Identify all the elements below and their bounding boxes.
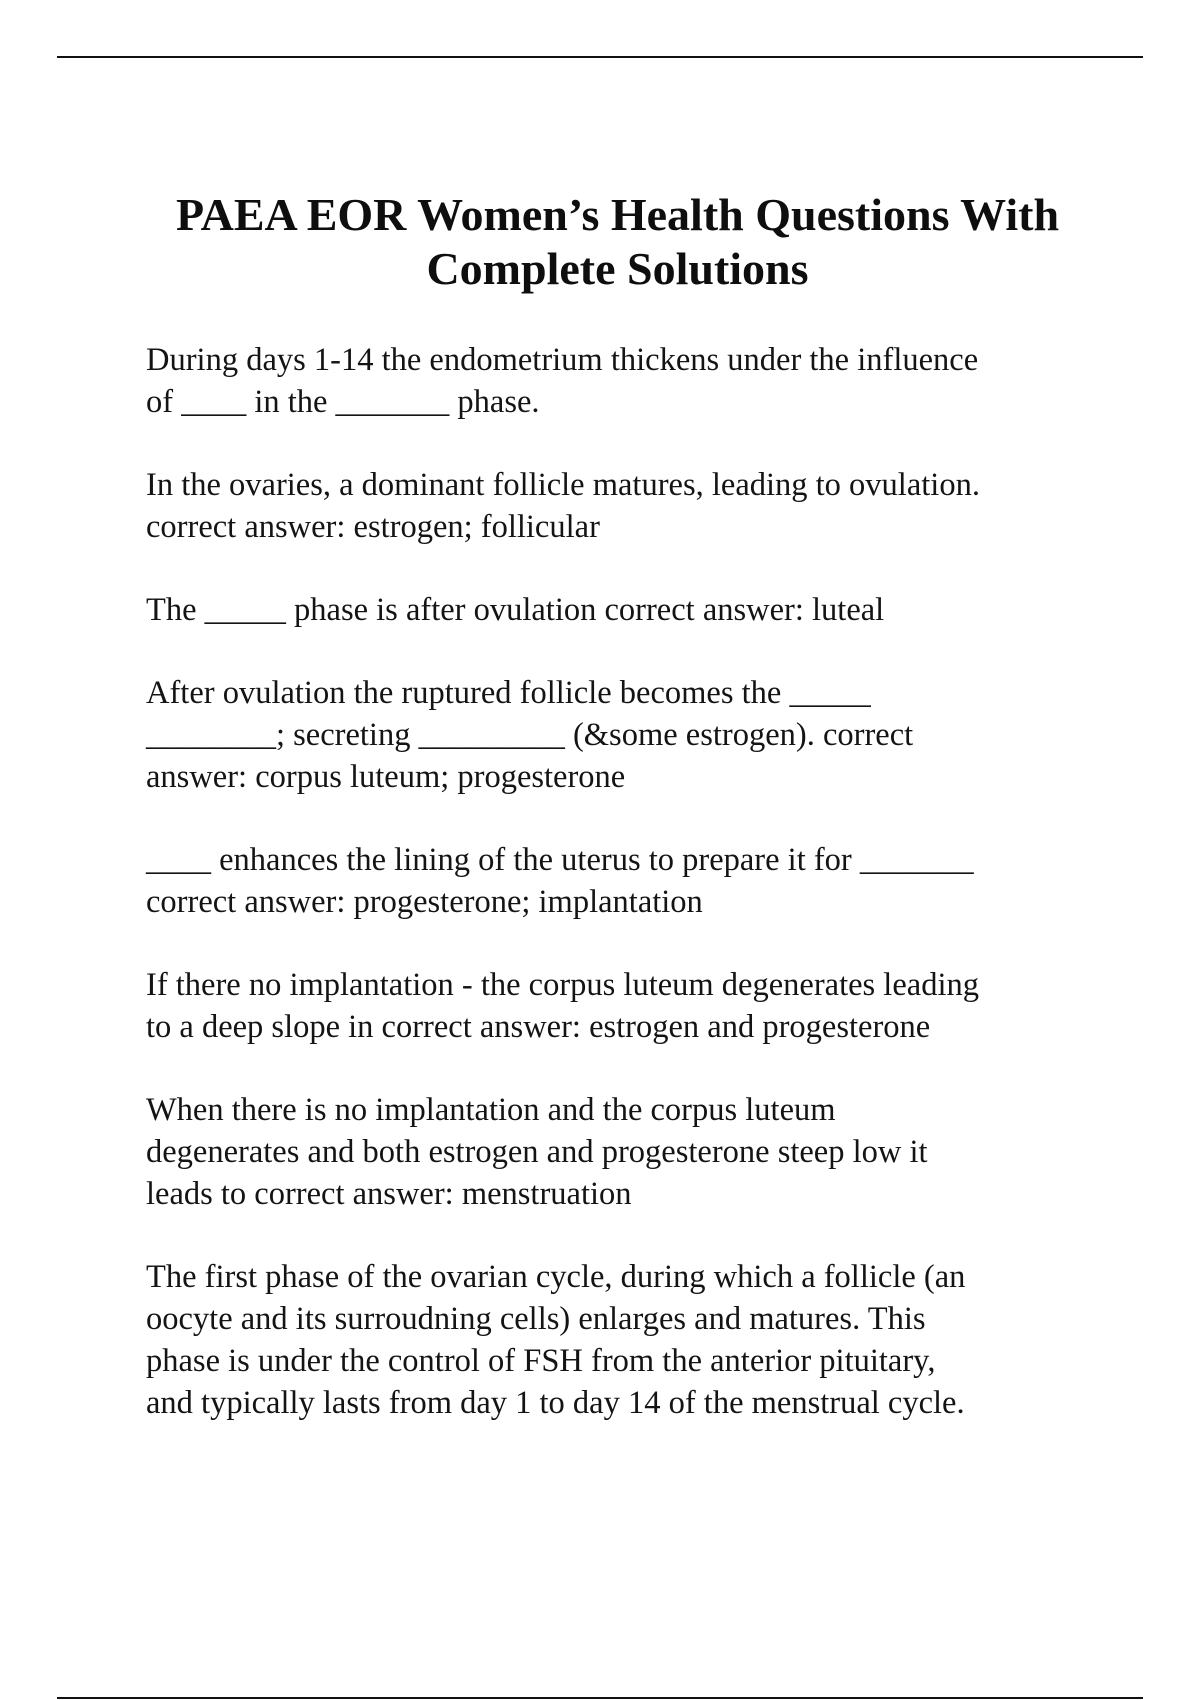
text-line: When there is no implantation and the corpus luteum: [146, 1092, 836, 1128]
question-item-4: [146, 672, 1106, 798]
question-item-6: [146, 964, 1106, 1048]
text-line: After ovulation the ruptured follicle becomes the _____: [146, 675, 871, 711]
top-rule: [57, 56, 1143, 58]
text-line: During days 1-14 the endometrium thickens under the influence: [146, 342, 979, 378]
text-line: to a deep slope in correct answer: estrogen and progesterone: [146, 1009, 931, 1045]
question-item-3: [146, 589, 1106, 631]
bottom-rule: [57, 1697, 1143, 1699]
question-list: [146, 339, 1106, 1424]
question-item-7: [146, 1089, 1106, 1215]
title-line: Complete Solutions: [426, 243, 809, 294]
text-line: If there no implantation - the corpus luteum degenerates leading: [146, 967, 979, 1003]
text-line: correct answer: estrogen; follicular: [146, 509, 600, 545]
question-item-1: [146, 339, 1106, 423]
document-title: [120, 188, 1115, 296]
text-line: phase is under the control of FSH from the anterior pituitary,: [146, 1343, 936, 1379]
text-line: degenerates and both estrogen and progesterone steep low it: [146, 1134, 928, 1170]
text-line: ________; secreting _________ (&some estrogen). correct: [146, 717, 914, 753]
text-line: answer: corpus luteum; progesterone: [146, 759, 626, 795]
text-line: leads to correct answer: menstruation: [146, 1176, 632, 1212]
text-line: In the ovaries, a dominant follicle matures, leading to ovulation.: [146, 467, 980, 503]
text-line: The first phase of the ovarian cycle, during which a follicle (an: [146, 1259, 966, 1295]
question-item-8: [146, 1256, 1106, 1424]
question-item-2: [146, 464, 1106, 548]
text-line: of ____ in the _______ phase.: [146, 384, 540, 420]
question-item-5: [146, 839, 1106, 923]
title-line: PAEA EOR Women’s Health Questions With: [175, 189, 1060, 240]
text-line: The _____ phase is after ovulation correct answer: luteal: [146, 592, 885, 628]
text-line: ____ enhances the lining of the uterus to prepare it for _______: [146, 842, 974, 878]
text-line: and typically lasts from day 1 to day 14 of the menstrual cycle.: [146, 1385, 965, 1421]
text-line: correct answer: progesterone; implantation: [146, 884, 703, 920]
text-line: oocyte and its surroudning cells) enlarges and matures. This: [146, 1301, 926, 1337]
